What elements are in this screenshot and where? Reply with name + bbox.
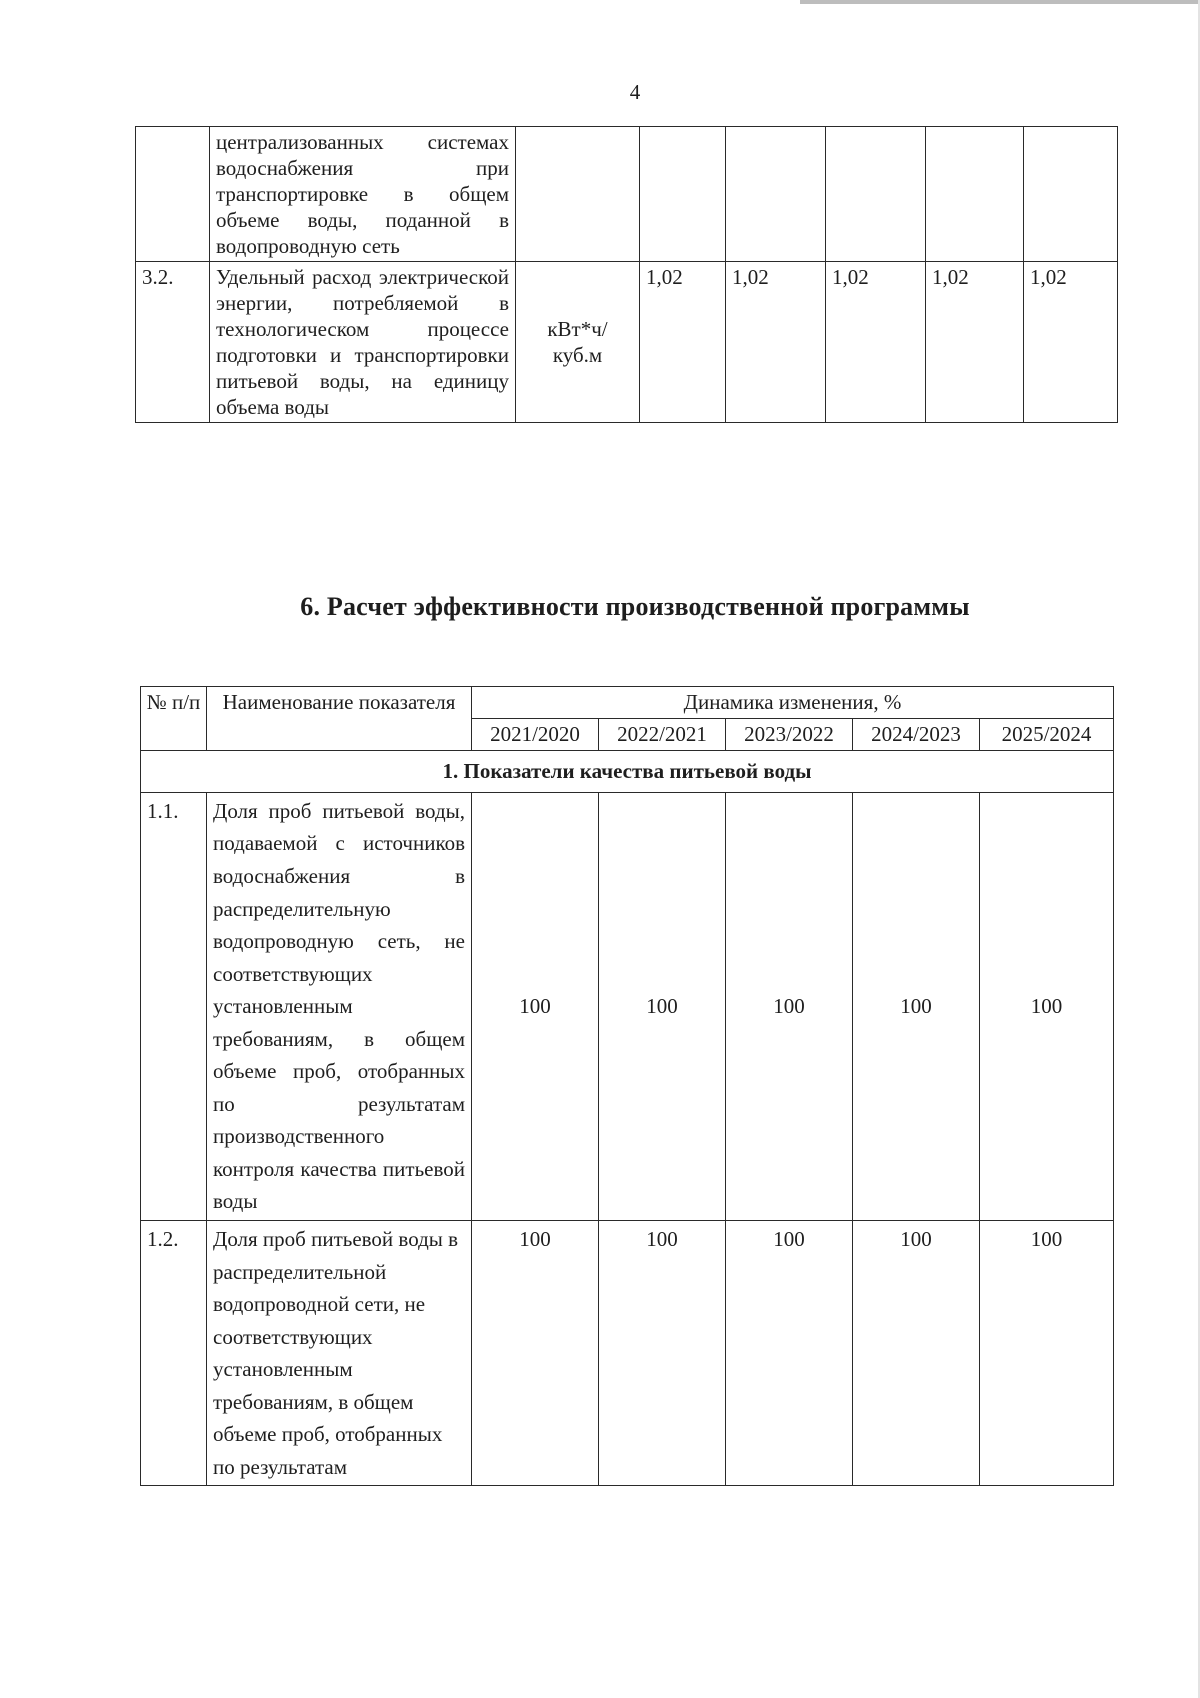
header-number: № п/п xyxy=(141,687,207,751)
table-row xyxy=(136,127,1118,262)
value-cell xyxy=(926,127,1024,262)
value-cell: 1,02 xyxy=(926,262,1024,423)
value-cell xyxy=(726,127,826,262)
header-period: 2024/2023 xyxy=(853,719,980,751)
table-row xyxy=(141,1221,1114,1486)
header-period: 2021/2020 xyxy=(472,719,599,751)
header-period: 2025/2024 xyxy=(980,719,1114,751)
indicators-table-continued xyxy=(135,126,1118,423)
row-name-cell: Удельный расход электрической энергии, потребляемой в технологическом процессе подготовки и транспортировки питьевой воды, на единицу объема воды xyxy=(210,262,516,423)
value-cell xyxy=(1024,127,1118,262)
unit-cell: кВт*ч/ куб.м xyxy=(516,262,640,423)
table-row xyxy=(141,792,1114,1220)
value-cell: 1,02 xyxy=(826,262,926,423)
value-cell: 100 xyxy=(472,1221,599,1486)
value-cell: 100 xyxy=(980,792,1114,1220)
unit-cell xyxy=(516,127,640,262)
scan-edge xyxy=(800,0,1200,4)
value-cell: 100 xyxy=(853,792,980,1220)
value-cell xyxy=(640,127,726,262)
header-name: Наименование показателя xyxy=(207,687,472,751)
value-cell: 100 xyxy=(980,1221,1114,1486)
page-number: 4 xyxy=(629,80,641,104)
row-number-cell: 1.1. xyxy=(141,792,207,1220)
value-cell: 100 xyxy=(726,1221,853,1486)
value-cell: 1,02 xyxy=(640,262,726,423)
efficiency-table xyxy=(140,686,1114,1486)
row-number-cell: 1.2. xyxy=(141,1221,207,1486)
value-cell: 100 xyxy=(599,1221,726,1486)
group-row xyxy=(141,751,1114,793)
row-number-cell: 3.2. xyxy=(136,262,210,423)
value-cell: 100 xyxy=(599,792,726,1220)
value-cell xyxy=(826,127,926,262)
value-cell: 100 xyxy=(472,792,599,1220)
row-name-cell: централизованных системах водоснабжения при транспортировке в общем объеме воды, поданной в водопроводную сеть xyxy=(210,127,516,262)
table-header-row xyxy=(141,687,1114,719)
row-name-cell: Доля проб питьевой воды в распределительной водопроводной сети, не соответствующих установленным требованиям, в общем объеме проб, отобранных по результатам xyxy=(207,1221,472,1486)
header-period: 2022/2021 xyxy=(599,719,726,751)
value-cell: 1,02 xyxy=(726,262,826,423)
group-title: 1. Показатели качества питьевой воды xyxy=(141,751,1114,793)
table-row xyxy=(136,262,1118,423)
header-dynamics: Динамика изменения, % xyxy=(472,687,1114,719)
header-period: 2023/2022 xyxy=(726,719,853,751)
value-cell: 100 xyxy=(853,1221,980,1486)
section-heading: 6. Расчет эффективности производственной программы xyxy=(300,592,970,621)
value-cell: 1,02 xyxy=(1024,262,1118,423)
row-name-cell: Доля проб питьевой воды, подаваемой с источников водоснабжения в распределительную водопроводную сеть, не соответствующих установленным требованиям, в общем объеме проб, отобранных по результатам производственного контроля качества питьевой воды xyxy=(207,792,472,1220)
value-cell: 100 xyxy=(726,792,853,1220)
row-number-cell xyxy=(136,127,210,262)
